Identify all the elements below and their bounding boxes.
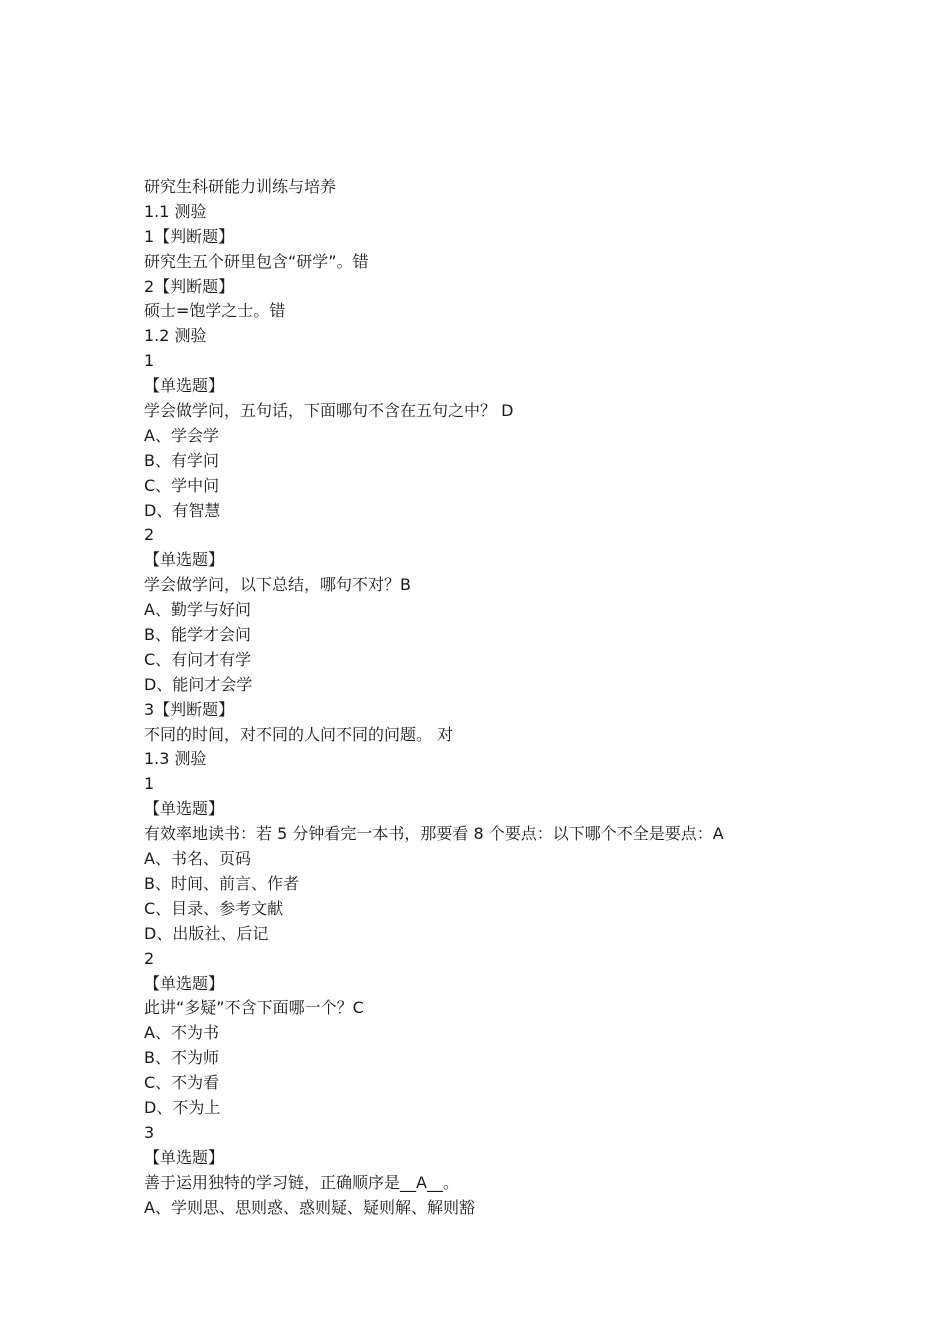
question-text: 有效率地读书：若 5 分钟看完一本书，那要看 8 个要点：以下哪个不全是要点：A [144, 824, 724, 844]
document-title: 研究生科研能力训练与培养 [144, 177, 337, 196]
question-number: 3 [144, 1122, 155, 1142]
answer-option: A、学会学 [144, 425, 219, 445]
question-number: 1【判断题】 [144, 226, 235, 246]
section-heading: 1.1 测验 [144, 201, 207, 221]
question-number: 1 [144, 774, 155, 794]
question-type: 【单选题】 [144, 550, 225, 570]
answer-option: C、目录、参考文献 [144, 898, 284, 918]
answer-option: A、学则思、思则惑、惑则疑、疑则解、解则豁 [144, 1197, 475, 1217]
answer-option: A、书名、页码 [144, 849, 251, 869]
question-type: 【单选题】 [144, 973, 225, 993]
question-number: 2 [144, 948, 155, 968]
question-text: 学会做学问，五句话，下面哪句不含在五句之中？ D [144, 401, 514, 421]
answer-option: A、勤学与好问 [144, 600, 251, 620]
answer-option: D、不为上 [144, 1097, 221, 1117]
answer-option: B、不为师 [144, 1048, 219, 1068]
question-text: 研究生五个研里包含“研学”。错 [144, 251, 369, 271]
document-body [144, 175, 904, 1220]
section-heading: 1.2 测验 [144, 326, 207, 346]
question-number: 1 [144, 351, 155, 371]
question-number: 2 [144, 525, 155, 545]
answer-option: D、能问才会学 [144, 674, 253, 694]
question-number: 3【判断题】 [144, 699, 235, 719]
question-text: 不同的时间，对不同的人问不同的问题。 对 [144, 724, 454, 744]
question-text: 硕士=饱学之士。错 [144, 301, 286, 321]
answer-option: A、不为书 [144, 1023, 219, 1043]
section-heading: 1.3 测验 [144, 749, 207, 769]
question-type: 【单选题】 [144, 799, 225, 819]
question-text: 学会做学问，以下总结，哪句不对？B [144, 575, 411, 595]
question-text: 善于运用独特的学习链，正确顺序是__A__。 [144, 1172, 459, 1192]
question-text: 此讲“多疑”不含下面哪一个？C [144, 998, 364, 1018]
answer-option: C、有问才有学 [144, 649, 252, 669]
question-number: 2【判断题】 [144, 276, 235, 296]
answer-option: B、能学才会问 [144, 625, 251, 645]
question-type: 【单选题】 [144, 1147, 225, 1167]
answer-option: B、有学问 [144, 450, 219, 470]
answer-option: D、出版社、后记 [144, 923, 269, 943]
answer-option: C、不为看 [144, 1073, 220, 1093]
answer-option: C、学中问 [144, 475, 220, 495]
answer-option: D、有智慧 [144, 500, 221, 520]
answer-option: B、时间、前言、作者 [144, 873, 299, 893]
question-type: 【单选题】 [144, 376, 225, 396]
